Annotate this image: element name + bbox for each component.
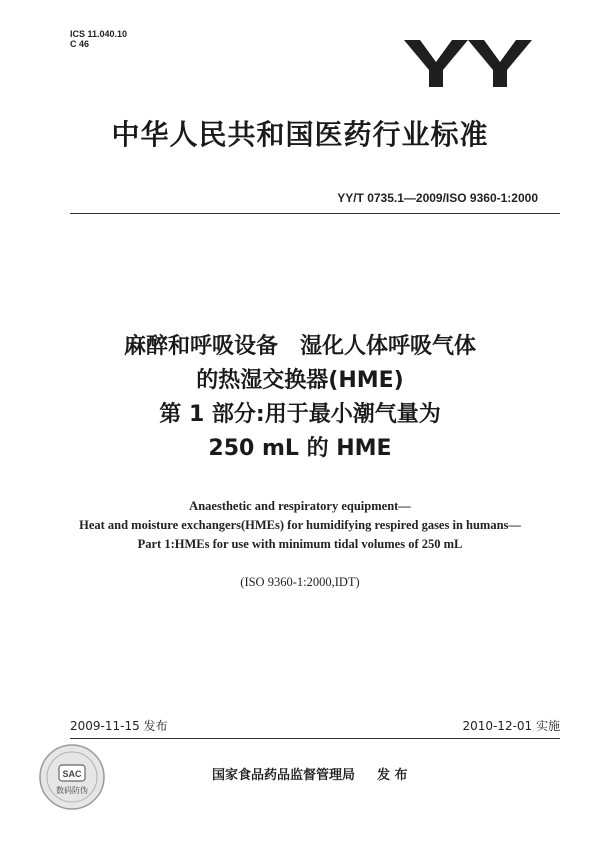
iso-equivalence: (ISO 9360-1:2000,IDT) xyxy=(240,575,360,589)
standard-number: YY/T 0735.1—2009/ISO 9360-1:2000 xyxy=(337,191,538,205)
anti-counterfeit-seal-icon xyxy=(38,743,106,811)
implementation-date: 2010-12-01 实施 xyxy=(462,719,560,733)
seal-text: 数码防伪 xyxy=(56,786,88,795)
english-title-line-2: Heat and moisture exchangers(HMEs) for humidifying respired gases in humans— xyxy=(79,518,521,532)
publisher-line xyxy=(212,764,408,783)
seal-logo-text: SAC xyxy=(62,769,82,779)
chinese-title xyxy=(0,330,600,466)
english-title-line-3: Part 1:HMEs for use with minimum tidal volumes of 250 mL xyxy=(137,537,463,551)
ccs-code: C 46 xyxy=(70,39,90,49)
bottom-divider xyxy=(70,738,560,739)
publisher-action: 发 布 xyxy=(377,768,408,783)
standard-category-title: 中华人民共和国医药行业标准 xyxy=(111,118,489,151)
chinese-title-line-1: 麻醉和呼吸设备 湿化人体呼吸气体 xyxy=(123,334,476,359)
yy-logo xyxy=(404,40,532,87)
chinese-title-line-4: 250 mL 的 HME xyxy=(208,436,392,461)
publisher-name: 国家食品药品监督管理局 xyxy=(212,768,356,783)
chinese-title-line-2: 的热湿交换器(HME) xyxy=(196,368,404,393)
issue-date: 2009-11-15 发布 xyxy=(70,719,168,733)
ics-code: ICS 11.040.10 xyxy=(70,29,128,39)
chinese-title-line-3: 第 1 部分:用于最小潮气量为 xyxy=(159,402,441,427)
top-divider xyxy=(70,213,560,214)
english-title-line-1: Anaesthetic and respiratory equipment— xyxy=(189,499,411,513)
classification-codes xyxy=(70,29,127,49)
english-title xyxy=(0,497,600,554)
